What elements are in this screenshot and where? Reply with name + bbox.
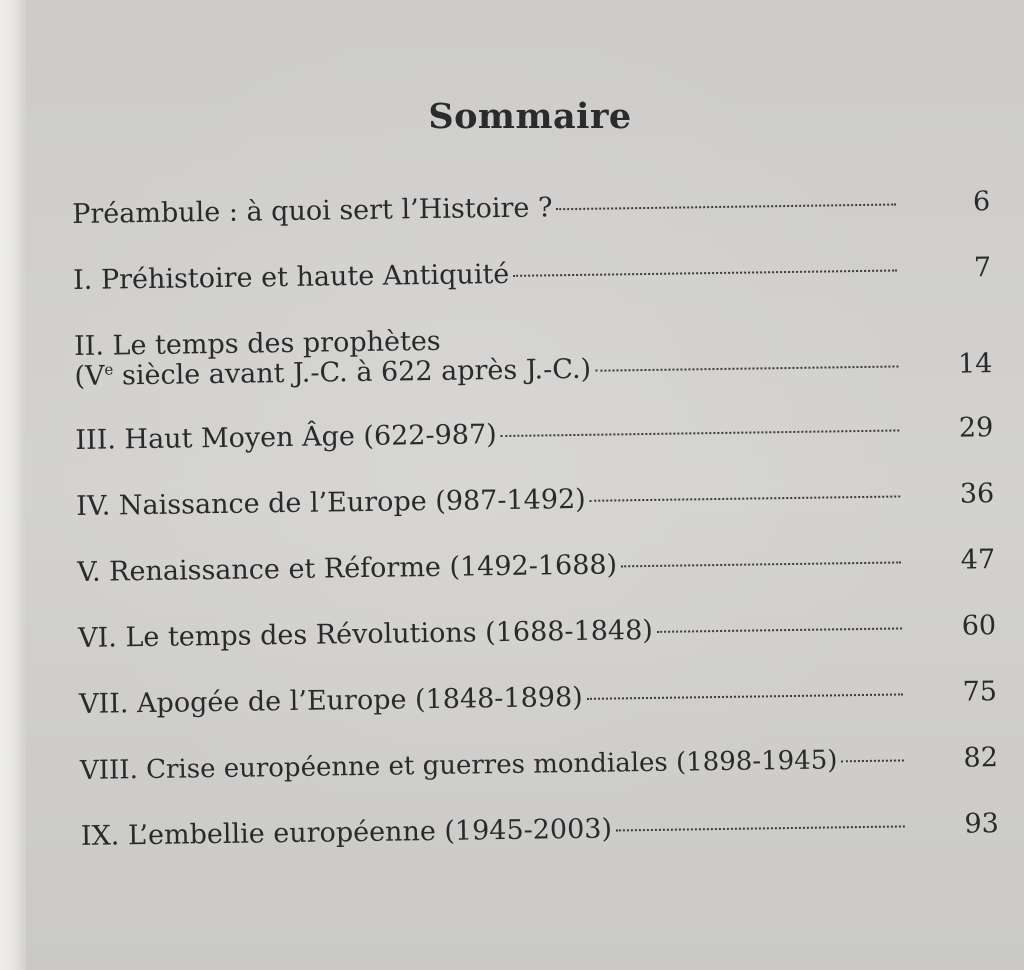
toc-entry-label: III. Haut Moyen Âge (622-987) <box>75 419 497 456</box>
toc-entry-page: 7 <box>973 252 992 284</box>
label-post: siècle avant J.-C. à 622 après J.-C.) <box>113 353 592 392</box>
dot-leader <box>841 759 904 762</box>
toc-entry-label: IX. L’embellie européenne (1945-2003) <box>80 813 613 852</box>
toc-entry-page: 47 <box>960 544 996 576</box>
toc-entry-label: IV. Naissance de l’Europe (987-1492) <box>76 483 586 522</box>
table-of-contents <box>72 185 1002 886</box>
toc-entry-page: 93 <box>964 808 1000 840</box>
page-title: Sommaire <box>428 96 632 137</box>
toc-entry-chapter-9 <box>81 807 1002 886</box>
toc-entry-label: V. Renaissance et Réforme (1492-1688) <box>77 549 618 588</box>
toc-entry-label-line2 <box>74 353 591 394</box>
toc-entry-label: I. Préhistoire et haute Antiquité <box>72 258 510 296</box>
dot-leader <box>501 429 900 437</box>
dot-leader <box>513 269 897 276</box>
dot-leader <box>590 495 901 501</box>
book-page <box>26 0 1024 970</box>
toc-entry-page: 14 <box>957 348 993 380</box>
toc-entry-page: 6 <box>972 186 991 218</box>
toc-entry-page: 82 <box>963 742 999 774</box>
dot-leader <box>587 693 903 699</box>
toc-entry-label: VI. Le temps des Révolutions (1688-1848) <box>77 614 654 654</box>
toc-entry-page: 36 <box>959 478 995 510</box>
toc-entry-page: 29 <box>958 412 994 444</box>
toc-entry-chapter-2 <box>74 317 995 424</box>
toc-entry-label: VIII. Crise européenne et guerres mondiales (1898-1945) <box>79 745 838 786</box>
dot-leader <box>556 203 896 210</box>
toc-entry-label-line1: II. Le temps des prophètes <box>73 325 441 362</box>
dot-leader <box>657 627 902 632</box>
page-edge <box>0 0 26 970</box>
label-pre: (V <box>74 360 105 392</box>
label-sup: e <box>104 360 114 379</box>
toc-entry-label: Préambule : à quoi sert l’Histoire ? <box>72 192 553 230</box>
toc-entry-page: 60 <box>961 610 997 642</box>
dot-leader <box>616 825 905 831</box>
toc-entry-page: 75 <box>962 676 998 708</box>
dot-leader <box>595 365 898 371</box>
toc-entry-label: VII. Apogée de l’Europe (1848-1898) <box>78 681 583 720</box>
dot-leader <box>621 561 901 567</box>
